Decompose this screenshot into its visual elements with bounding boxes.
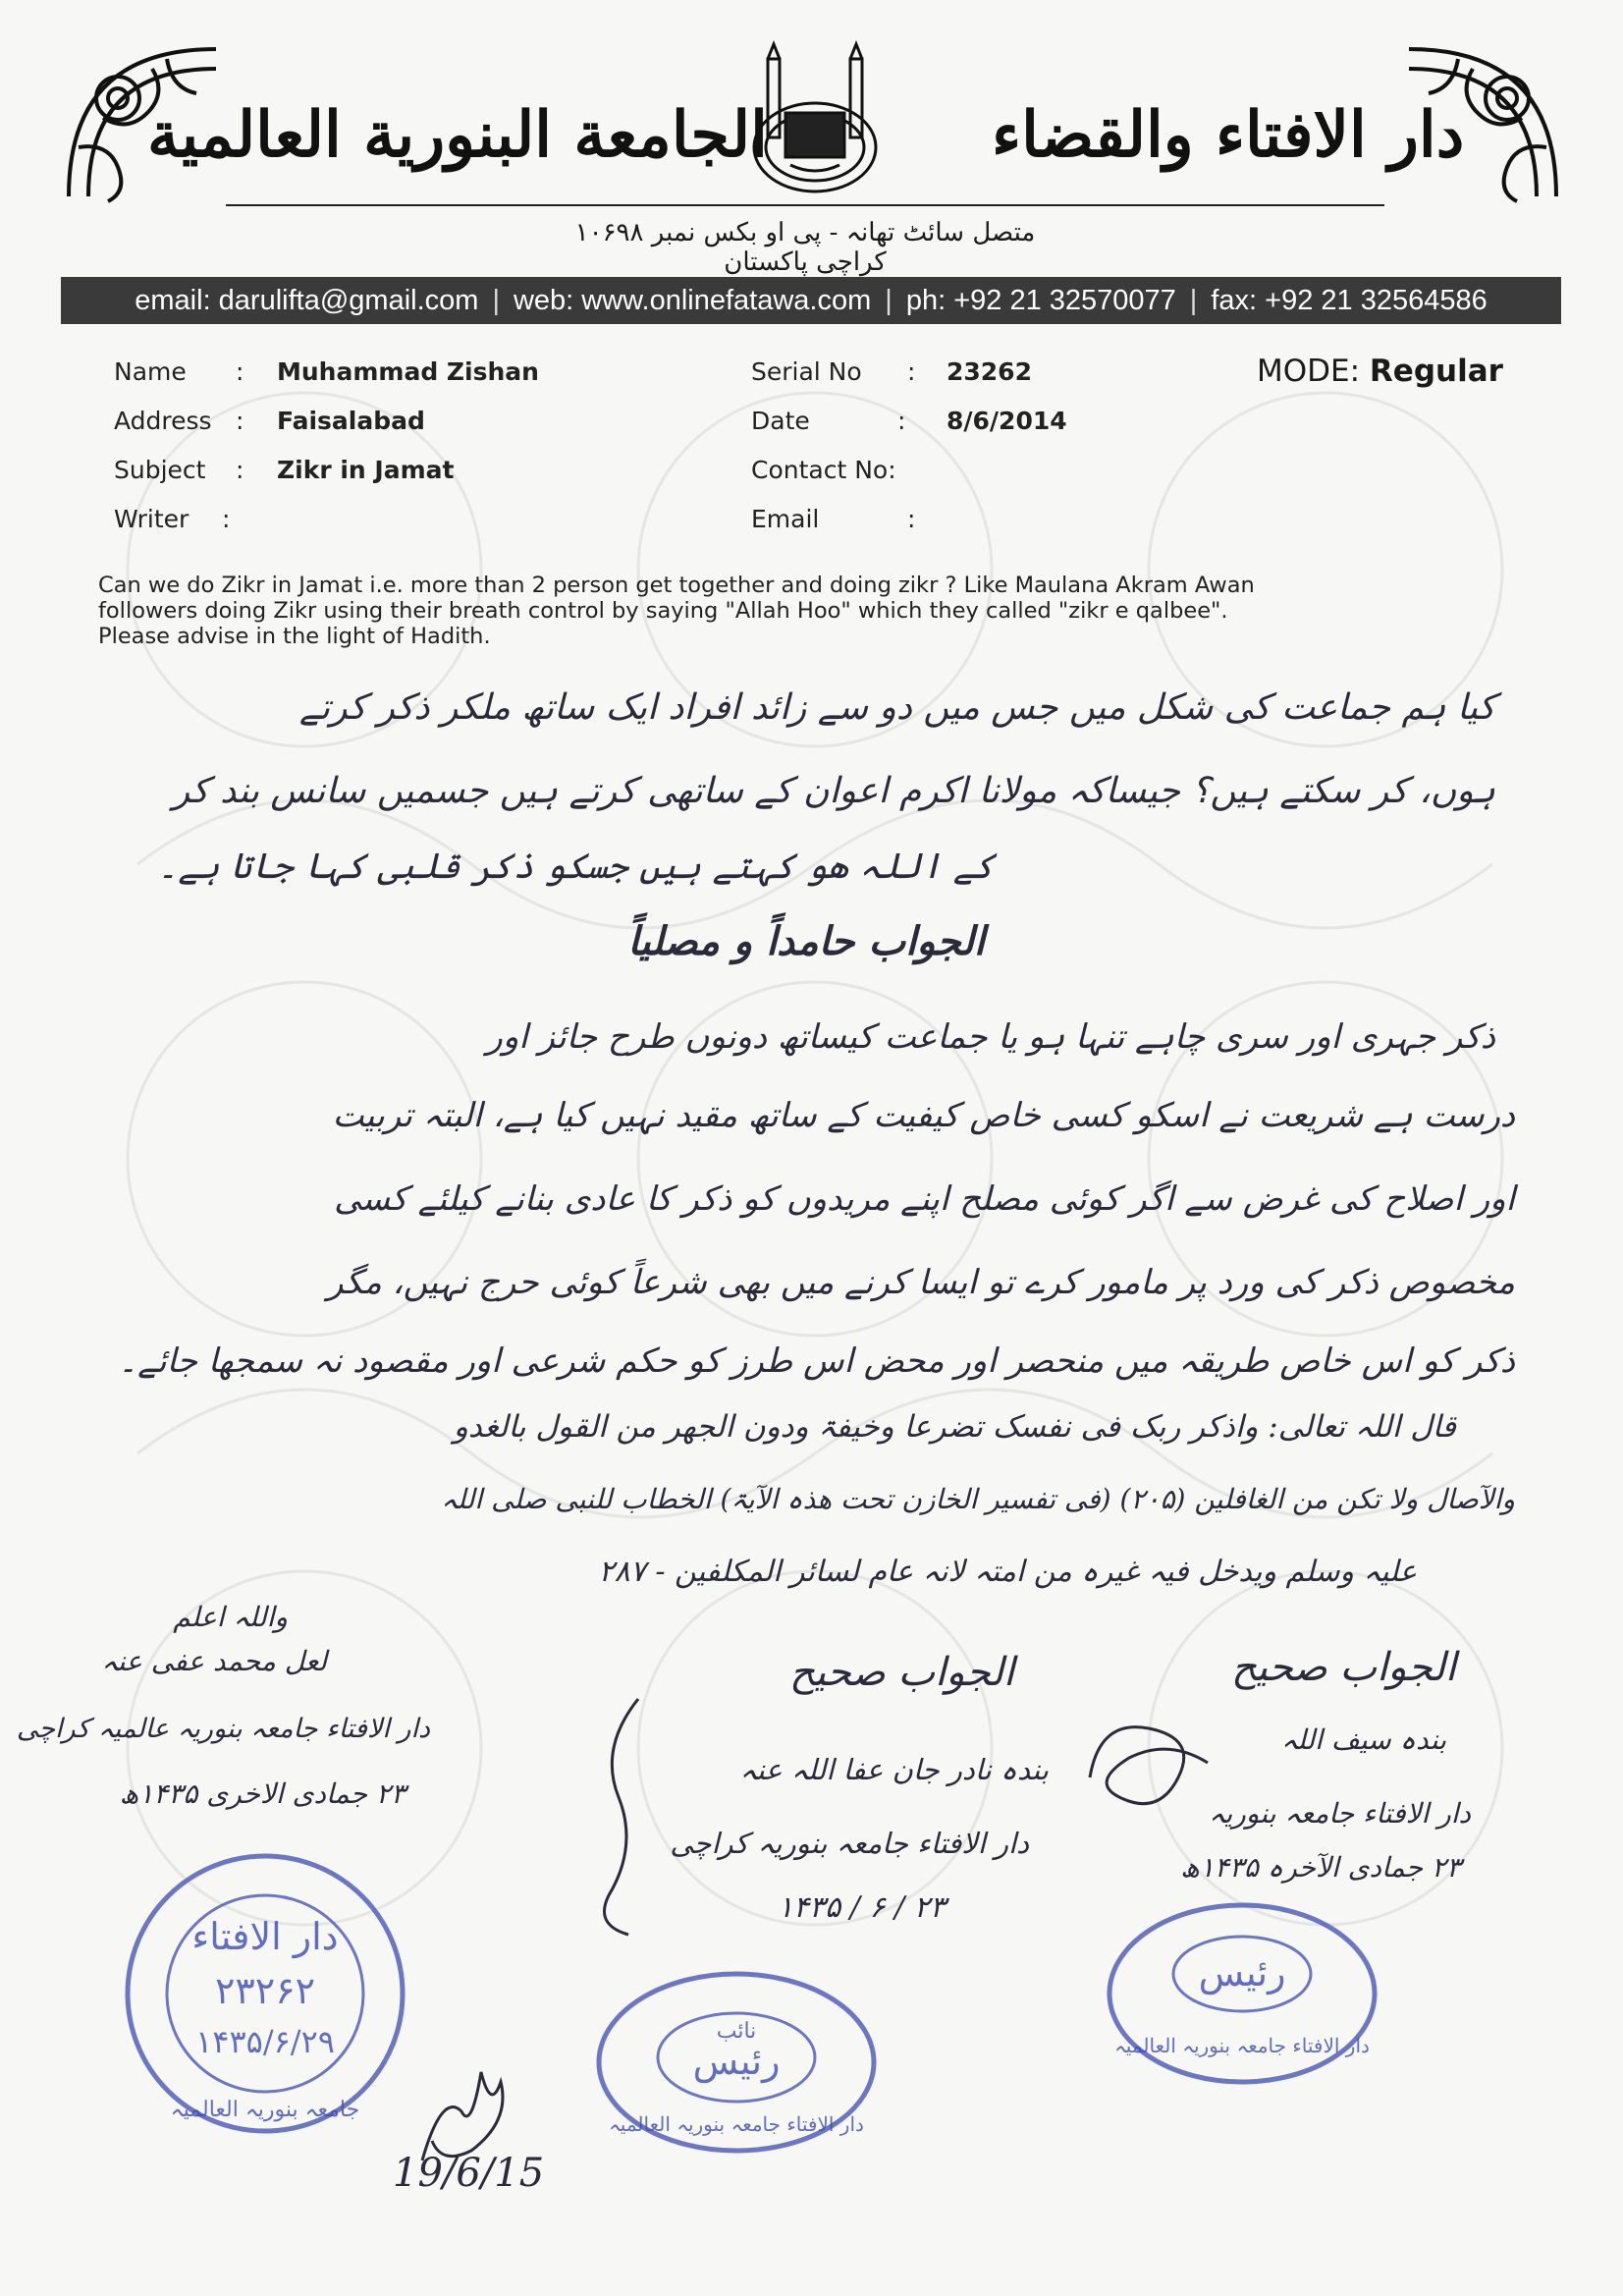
signature-name: بندہ سیف اللہ: [1280, 1723, 1446, 1756]
address-value: Faisalabad: [277, 407, 425, 435]
date-colon: :: [897, 407, 906, 435]
contact-bar: [61, 277, 1561, 324]
subject-value: Zikr in Jamat: [277, 456, 455, 484]
name-colon: :: [236, 357, 244, 386]
stamp-ring-text: دار الافتاء جامعہ بنوریہ العالمیہ: [1114, 2034, 1370, 2057]
institution-address: متصل سائٹ تھانہ - پی او بکس نمبر ۱۰۶۹۸ کراچی پاکستان: [574, 218, 1036, 277]
signature-scribble: [1070, 1689, 1237, 1836]
signature-scribble: [579, 1689, 697, 1944]
contact-no-label: Contact No:: [751, 456, 896, 484]
address-label: Address: [114, 407, 212, 435]
contact-website[interactable]: web: www.onlinefatawa.com: [513, 284, 872, 316]
handwritten-answer-line: اور اصلاح کی غرض سے اگر کوئی مصلح اپنے مریدوں کو ذکر کا عادی بنانے کیلئے کسی: [334, 1179, 1515, 1219]
handwritten-answer-line: درست ہے شریعت نے اسکو کسی خاص کیفیت کے ساتھ مقید نہیں کیا ہے، البتہ تربیت: [332, 1096, 1515, 1135]
writer-colon: :: [222, 505, 231, 533]
citation-line: علیہ وسلم ویدخل فیہ غیرہ من امتہ لانہ عام لسائر المکلفین - ۲۸۷: [598, 1555, 1417, 1589]
contact-email[interactable]: email: darulifta@gmail.com: [135, 284, 479, 316]
signature-name: بندہ نادر جان عفا اللہ عنہ: [739, 1753, 1049, 1786]
subject-label: Subject: [114, 456, 206, 484]
separator: |: [492, 284, 500, 316]
question-line: Please advise in the light of Hadith.: [98, 624, 491, 649]
stamp-title: دار الافتاء: [191, 1915, 339, 1958]
serial-value: 23262: [947, 357, 1032, 386]
email-label: Email: [751, 505, 820, 533]
signature-name: لعل محمد عفی عنہ: [101, 1645, 327, 1677]
address-colon: :: [236, 407, 244, 435]
stamp-title: رئیس: [692, 2040, 781, 2083]
stamp-subtitle: نائب: [716, 2019, 757, 2044]
handwritten-question-line: ہوں، کر سکتے ہیں؟ جیساکہ مولانا اکرم اعوان کے ساتھی کرتے ہیں جسمیں سانس بند کر: [172, 771, 1495, 811]
stamp-ring-text: جامعہ بنوریہ العالمیہ: [170, 2098, 360, 2122]
handwritten-answer-line: ذکر کو اس خاص طریقہ میں منحصر اور محض اس طرز کو حکم شرعی اور مقصود نہ سمجھا جائے۔: [118, 1341, 1515, 1381]
date-label: Date: [751, 407, 810, 435]
mode-label: MODE:: [1257, 354, 1361, 389]
stamp-date: ۱۴۳۵/۶/۲۹: [195, 2023, 335, 2060]
signature-date: ۲۳ جمادی الآخرہ ۱۴۳۵ھ: [1180, 1851, 1461, 1884]
institution-title: الجامعة البنورية العالمية: [147, 98, 768, 172]
stamp-number: ۲۳۲۶۲: [214, 1969, 316, 2012]
office-stamp: [589, 1964, 884, 2160]
mode-indicator: [1257, 354, 1503, 389]
email-colon: :: [907, 505, 916, 533]
signature-institution: دار الافتاء جامعہ بنوریہ کراچی: [670, 1827, 1029, 1860]
department-title: دار الافتاء والقضاء: [992, 98, 1465, 172]
handwritten-answer-line: ذکر جہری اور سری چاہے تنہا ہو یا جماعت کیساتھ دونوں طرح جائز اور: [486, 1017, 1495, 1057]
citation-line: والآصال ولا تکن من الغافلین (۲۰۵) (فی تفسیر الخازن تحت ھذہ الآیۃ) الخطاب للنبی صلی اللہ: [441, 1483, 1515, 1515]
handwritten-answer-line: مخصوص ذکر کی ورد پر مامور کرے تو ایسا کرنے میں بھی شرعاً کوئی حرج نہیں، مگر: [327, 1263, 1515, 1302]
handwritten-question-line: کے اللہ ھو کہتے ہیں جسکو ذکر قلبی کہا جاتا ہے۔: [157, 847, 995, 887]
serial-label: Serial No: [751, 357, 862, 386]
serial-colon: :: [907, 357, 916, 386]
name-label: Name: [114, 357, 187, 386]
bottom-date: 19/6/15: [393, 2151, 545, 2196]
office-stamp: [118, 1846, 412, 2141]
question-english: [98, 573, 1473, 649]
stamp-ring-text: دار الافتاء جامعہ بنوریہ العالمیہ: [609, 2112, 864, 2136]
signature-date: ۲۳ / ۶ / ۱۴۳۵: [777, 1890, 946, 1925]
question-line: followers doing Zikr using their breath control by saying "Allah Hoo" which they called "zikr e qalbee".: [98, 598, 1228, 624]
mode-value: Regular: [1369, 354, 1503, 389]
handwritten-question-line: کیا ہم جماعت کی شکل میں جس میں دو سے زائد افراد ایک ساتھ ملکر ذکر کرتے: [298, 687, 1495, 728]
office-stamp: [1100, 1895, 1384, 2092]
contact-fax: fax: +92 21 32564586: [1211, 284, 1488, 316]
signature-institution: دار الافتاء جامعہ بنوریہ: [1209, 1797, 1471, 1830]
citation-line: قال اللہ تعالی: واذکر ربک فی نفسک تضرعا وخیفۃ ودون الجھر من القول بالغدو: [453, 1409, 1456, 1445]
signature-institution: دار الافتاء جامعہ بنوریہ عالمیہ کراچی: [16, 1714, 430, 1744]
contact-phone: ph: +92 21 32570077: [905, 284, 1176, 316]
separator: |: [1189, 284, 1198, 316]
endorsement-heading: الجواب صحیح: [789, 1650, 1014, 1695]
signature-date: ۲۳ جمادی الاخری ۱۴۳۵ھ: [119, 1777, 406, 1810]
separator: |: [885, 284, 893, 316]
writer-label: Writer: [114, 505, 189, 533]
endorsement-heading: الجواب صحیح: [1231, 1645, 1456, 1690]
name-value: Muhammad Zishan: [277, 357, 539, 386]
date-value: 8/6/2014: [947, 407, 1067, 435]
header-rule: [226, 204, 1384, 206]
subject-colon: :: [236, 456, 244, 484]
question-line: Can we do Zikr in Jamat i.e. more than 2 person get together and doing zikr ? Like Maulana Akram Awan: [98, 573, 1255, 598]
closing-phrase: واللہ اعلم: [173, 1601, 288, 1633]
institution-logo: [746, 39, 884, 196]
answer-heading: الجواب حامداً و مصلیاً: [627, 918, 985, 964]
stamp-title: رئیس: [1198, 1951, 1286, 1995]
